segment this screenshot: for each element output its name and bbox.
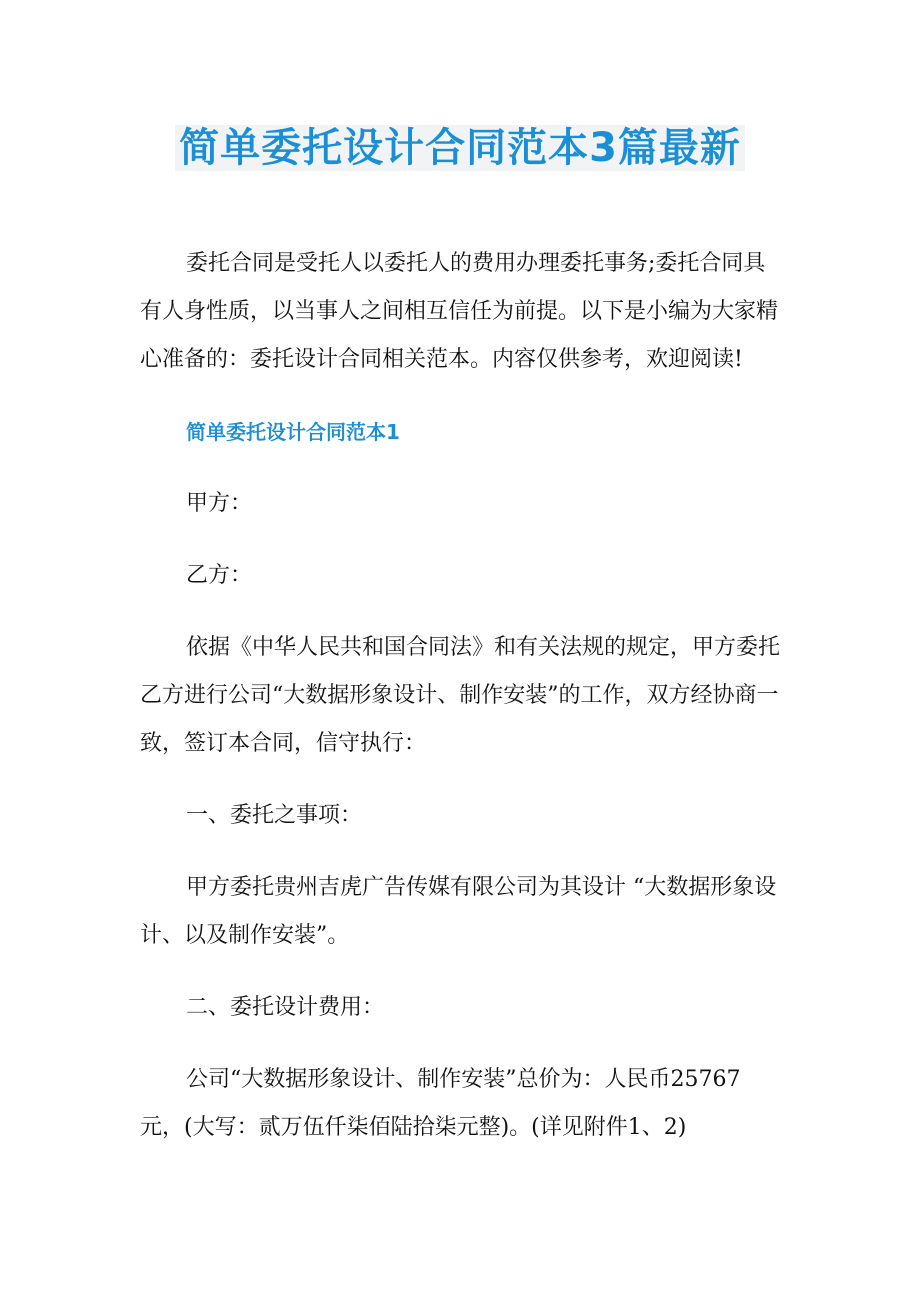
clause-one-heading: 一、委托之事项：	[186, 803, 363, 828]
document-body	[140, 240, 780, 1176]
section-heading: 简单委托设计合同范本1	[186, 420, 400, 444]
party-b-label: 乙方：	[186, 563, 253, 588]
clause-two-heading: 二、委托设计费用：	[186, 995, 385, 1020]
intro-paragraph: 委托合同是受托人以委托人的费用办理委托事务;委托合同具有人身性质，以当事人之间相互信任为前提。以下是小编为大家精心准备的：委托设计合同相关范本。内容仅供参考，欢迎阅读!	[140, 251, 779, 372]
party-a-label: 甲方：	[186, 491, 253, 516]
contract-basis-paragraph: 依据《中华人民共和国合同法》和有关法规的规定，甲方委托乙方进行公司“大数据形象设计、制作安装”的工作，双方经协商一致，签订本合同，信守执行：	[140, 635, 781, 756]
clause-two-text: 公司“大数据形象设计、制作安装”总价为：人民币25767元，(大写：贰万伍仟柒佰陆拾柒元整)。(详见附件1、2)	[140, 1067, 741, 1140]
clause-one-text: 甲方委托贵州吉虎广告传媒有限公司为其设计 “大数据形象设计、以及制作安装”。	[140, 875, 777, 948]
document-title	[0, 120, 920, 176]
document-title-text: 简单委托设计合同范本3篇最新	[175, 125, 745, 171]
